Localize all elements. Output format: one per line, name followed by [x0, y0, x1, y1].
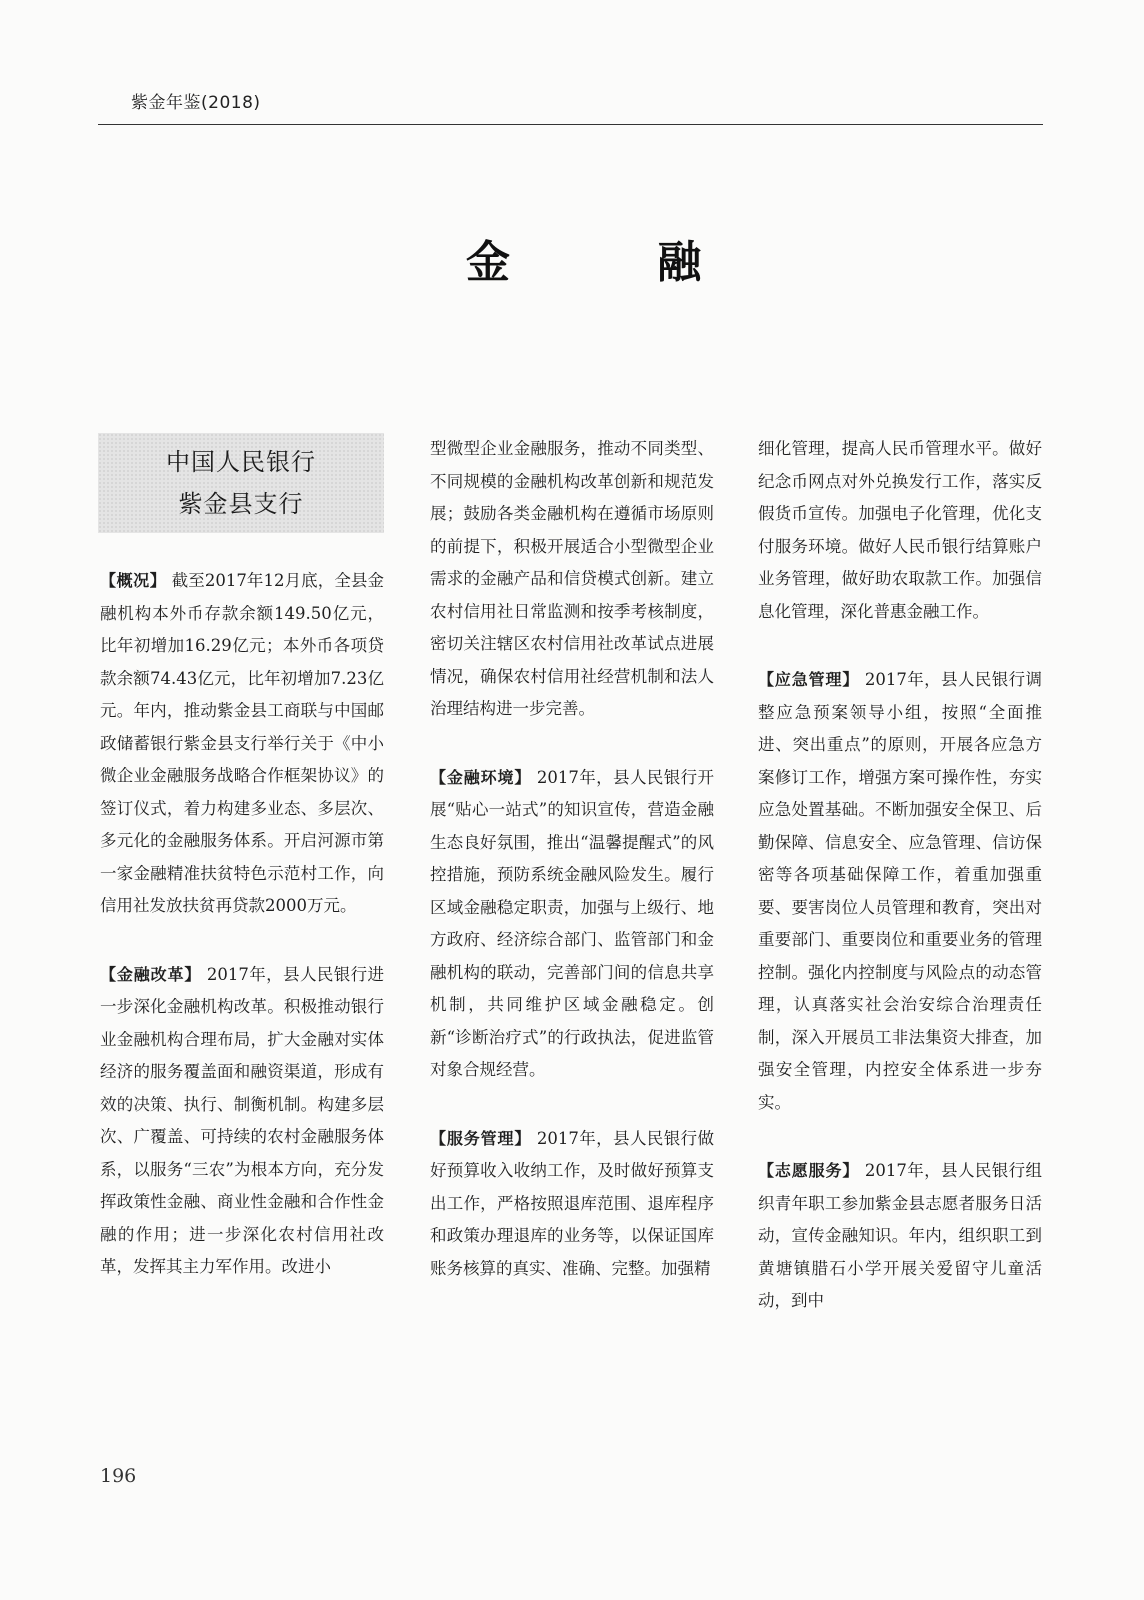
section-title: 金 融 [466, 237, 768, 288]
keyword-environment: 【金融环境】 [430, 767, 532, 787]
paragraph-overview [100, 565, 384, 923]
page-number: 196 [100, 1465, 137, 1487]
running-header: 紫金年鉴(2018) [131, 93, 261, 113]
keyword-overview: 【概况】 [100, 571, 167, 590]
keyword-volunteer: 【志愿服务】 [758, 1161, 860, 1180]
keyword-emergency: 【应急管理】 [758, 670, 860, 689]
text-volunteer: 2017年，县人民银行组织青年职工参加紫金县志愿者服务日活动，宣传金融知识。年内，组织职工到黄塘镇腊石小学开展关爱留守儿童活动，到中 [758, 1161, 1042, 1310]
paragraph-environment [430, 762, 714, 1087]
column-1 [100, 565, 384, 1284]
paragraph-reform [100, 959, 384, 1284]
keyword-reform: 【金融改革】 [100, 964, 202, 984]
column-3 [758, 433, 1042, 1318]
header-rule [98, 124, 1043, 125]
org-heading-line1: 中国人民银行 [166, 448, 316, 476]
text-environment: 2017年，县人民银行开展“贴心一站式”的知识宣传，营造金融生态良好氛围，推出“温馨提醒式”的风控措施，预防系统金融风险发生。履行区域金融稳定职责，加强与上级行、地方政府、经济综合部门、监管部门和金融机构的联动，完善部门间的信息共享机制，共同维护区域金融稳定。创新“诊断治疗式”的行政执法，促进监管对象合规经营。 [430, 767, 714, 1079]
paragraph-service-management [430, 1123, 714, 1286]
keyword-service-management: 【服务管理】 [430, 1128, 532, 1148]
org-heading-line2: 紫金县支行 [178, 490, 304, 518]
org-heading-box [98, 433, 384, 533]
column-2 [430, 433, 714, 1285]
paragraph-volunteer [758, 1155, 1042, 1318]
text-overview: 截至2017年12月底，全县金融机构本外币存款余额149.50亿元，比年初增加16.29亿元；本外币各项贷款余额74.43亿元，比年初增加7.23亿元。年内，推动紫金县工商联与中国邮政储蓄银行紫金县支行举行关于《中小微企业金融服务战略合作框架协议》的签订仪式，着力构建多业态、多层次、多元化的金融服务体系。开启河源市第一家金融精准扶贫特色示范村工作，向信用社发放扶贫再贷款2000万元。 [100, 571, 384, 915]
text-reform: 2017年，县人民银行进一步深化金融机构改革。积极推动银行业金融机构合理布局，扩大金融对实体经济的服务覆盖面和融资渠道，形成有效的决策、执行、制衡机制。构建多层次、广覆盖、可持续的农村金融服务体系，以服务“三农”为根本方向，充分发挥政策性金融、商业性金融和合作性金融的作用；进一步深化农村信用社改革，发挥其主力军作用。改进小 [100, 964, 384, 1276]
paragraph-emergency [758, 664, 1042, 1119]
paragraph-reform-continued: 型微型企业金融服务，推动不同类型、不同规模的金融机构改革创新和规范发展；鼓励各类金融机构在遵循市场原则的前提下，积极开展适合小型微型企业需求的金融产品和信贷模式创新。建立农村信用社日常监测和按季考核制度，密切关注辖区农村信用社改革试点进展情况，确保农村信用社经营机制和法人治理结构进一步完善。 [430, 439, 714, 718]
text-service-management: 2017年，县人民银行做好预算收入收纳工作，及时做好预算支出工作，严格按照退库范围、退库程序和政策办理退库的业务等，以保证国库账务核算的真实、准确、完整。加强精 [430, 1128, 714, 1278]
paragraph-service-management-continued: 细化管理，提高人民币管理水平。做好纪念币网点对外兑换发行工作，落实反假货币宣传。加强电子化管理，优化支付服务环境。做好人民币银行结算账户业务管理，做好助农取款工作。加强信息化管理，深化普惠金融工作。 [758, 439, 1042, 621]
text-emergency: 2017年，县人民银行调整应急预案领导小组，按照“全面推进、突出重点”的原则，开展各应急方案修订工作，增强方案可操作性，夯实应急处置基础。不断加强安全保卫、后勤保障、信息安全、应急管理、信访保密等各项基础保障工作，着重加强重要、要害岗位人员管理和教育，突出对重要部门、重要岗位和重要业务的管理控制。强化内控制度与风险点的动态管理，认真落实社会治安综合治理责任制，深入开展员工非法集资大排查，加强安全管理，内控安全体系进一步夯实。 [758, 670, 1042, 1112]
